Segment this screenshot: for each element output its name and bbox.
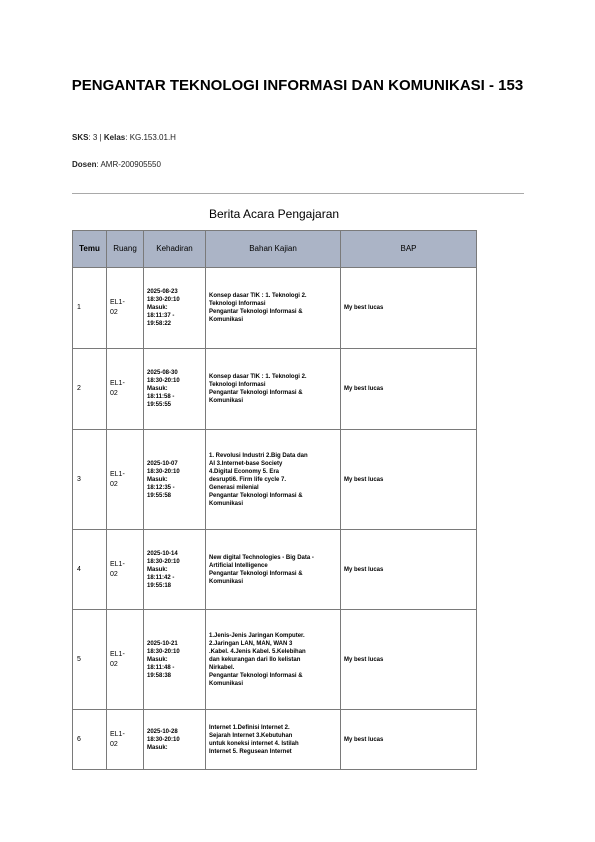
cell-ruang bbox=[107, 430, 144, 530]
cell-kehadiran bbox=[144, 349, 206, 430]
bahan-text: Konsep dasar TIK : 1. Teknologi 2. Teknologi Informasi Pengantar Teknologi Informasi & Komunikasi bbox=[209, 374, 307, 404]
kelas-value: : KG.153.01.H bbox=[125, 133, 176, 142]
cell-kehadiran bbox=[144, 530, 206, 610]
cell-ruang bbox=[107, 610, 144, 710]
kehadiran-text: 2025-08-30 18:30-20:10 Masuk: 18:11:58 - 19:55:55 bbox=[147, 370, 180, 408]
cell-bahan-kajian bbox=[206, 530, 341, 610]
divider bbox=[72, 193, 524, 194]
cell-bahan-kajian bbox=[206, 430, 341, 530]
cell-temu: 3 bbox=[73, 430, 107, 530]
cell-bahan-kajian bbox=[206, 710, 341, 770]
dosen-value: : AMR-200905550 bbox=[96, 160, 161, 169]
dosen-label: Dosen bbox=[72, 160, 97, 169]
table-header-row bbox=[73, 231, 477, 268]
ruang-text: EL1- 02 bbox=[110, 299, 125, 316]
bahan-text: Konsep dasar TIK : 1. Teknologi 2. Teknologi Informasi Pengantar Teknologi Informasi & Komunikasi bbox=[209, 293, 307, 323]
cell-temu: 2 bbox=[73, 349, 107, 430]
kehadiran-text: 2025-10-07 18:30-20:10 Masuk: 18:12:35 - 19:55:58 bbox=[147, 460, 180, 499]
document-title: PENGANTAR TEKNOLOGI INFORMASI DAN KOMUNIKASI - 153 bbox=[71, 77, 524, 94]
kehadiran-text: 2025-10-14 18:30-20:10 Masuk: 18:11:42 - 19:55:18 bbox=[147, 550, 180, 589]
bahan-text: 1. Revolusi Industri 2.Big Data dan AI 3.Internet-base Society 4.Digital Economy 5. Era desrupti6. Firm life cycle 7. Generasi milenial Pengantar Teknologi Informasi & Komunikasi bbox=[209, 452, 308, 507]
cell-kehadiran bbox=[144, 610, 206, 710]
cell-bap: My best lucas bbox=[341, 349, 477, 430]
table-row bbox=[73, 610, 477, 710]
cell-bap: My best lucas bbox=[341, 530, 477, 610]
header-kehadiran: Kehadiran bbox=[144, 231, 206, 268]
cell-temu: 1 bbox=[73, 268, 107, 349]
header-temu: Temu bbox=[73, 231, 107, 268]
table-row bbox=[73, 530, 477, 610]
cell-bap: My best lucas bbox=[341, 610, 477, 710]
cell-temu: 5 bbox=[73, 610, 107, 710]
cell-bahan-kajian bbox=[206, 268, 341, 349]
course-info bbox=[72, 133, 176, 142]
cell-kehadiran bbox=[144, 710, 206, 770]
cell-ruang bbox=[107, 268, 144, 349]
cell-bap: My best lucas bbox=[341, 268, 477, 349]
header-ruang: Ruang bbox=[107, 231, 144, 268]
cell-kehadiran bbox=[144, 430, 206, 530]
bahan-text: Internet 1.Definisi Internet 2. Sejarah Internet 3.Kebutuhan untuk koneksi internet 4. Istilah Internet 5. Regusean Internet bbox=[209, 724, 299, 755]
ruang-text: EL1- 02 bbox=[110, 730, 125, 748]
cell-ruang bbox=[107, 349, 144, 430]
bahan-text: 1.Jenis-Jenis Jaringan Komputer. 2.Jaringan LAN, MAN, WAN 3 .Kabel. 4.Jenis Kabel. 5.Kelebihan dan kekurangan dari Ilo kelistan Nirkabel. Pengantar Teknologi Informasi & Komunikasi bbox=[209, 632, 306, 687]
cell-kehadiran bbox=[144, 268, 206, 349]
lecturer-info bbox=[72, 160, 161, 169]
cell-bahan-kajian bbox=[206, 349, 341, 430]
cell-bap: My best lucas bbox=[341, 430, 477, 530]
sks-label: SKS bbox=[72, 133, 89, 142]
teaching-record-table bbox=[72, 230, 477, 770]
kehadiran-text: 2025-08-23 18:30-20:10 Masuk: 18:11:37 - 19:58:22 bbox=[147, 289, 180, 327]
cell-bap: My best lucas bbox=[341, 710, 477, 770]
ruang-text: EL1- 02 bbox=[110, 650, 125, 668]
header-bap: BAP bbox=[341, 231, 477, 268]
table-row bbox=[73, 710, 477, 770]
kehadiran-text: 2025-10-28 18:30-20:10 Masuk: bbox=[147, 728, 180, 751]
cell-bahan-kajian bbox=[206, 610, 341, 710]
bahan-text: New digital Technologies - Big Data - Artificial Intelligence Pengantar Teknologi Informasi & Komunikasi bbox=[209, 554, 314, 585]
cell-temu: 6 bbox=[73, 710, 107, 770]
sks-value: : 3 | bbox=[88, 133, 102, 142]
ruang-text: EL1- 02 bbox=[110, 470, 125, 488]
section-title: Berita Acara Pengajaran bbox=[208, 207, 340, 221]
table-row bbox=[73, 349, 477, 430]
ruang-text: EL1- 02 bbox=[110, 380, 125, 397]
cell-temu: 4 bbox=[73, 530, 107, 610]
kelas-label: Kelas bbox=[103, 133, 126, 142]
header-bahan-kajian: Bahan Kajian bbox=[206, 231, 341, 268]
ruang-text: EL1- 02 bbox=[110, 560, 125, 578]
cell-ruang bbox=[107, 530, 144, 610]
cell-ruang bbox=[107, 710, 144, 770]
table-row bbox=[73, 430, 477, 530]
kehadiran-text: 2025-10-21 18:30-20:10 Masuk: 18:11:48 - 19:58:38 bbox=[147, 640, 180, 679]
table-row bbox=[73, 268, 477, 349]
